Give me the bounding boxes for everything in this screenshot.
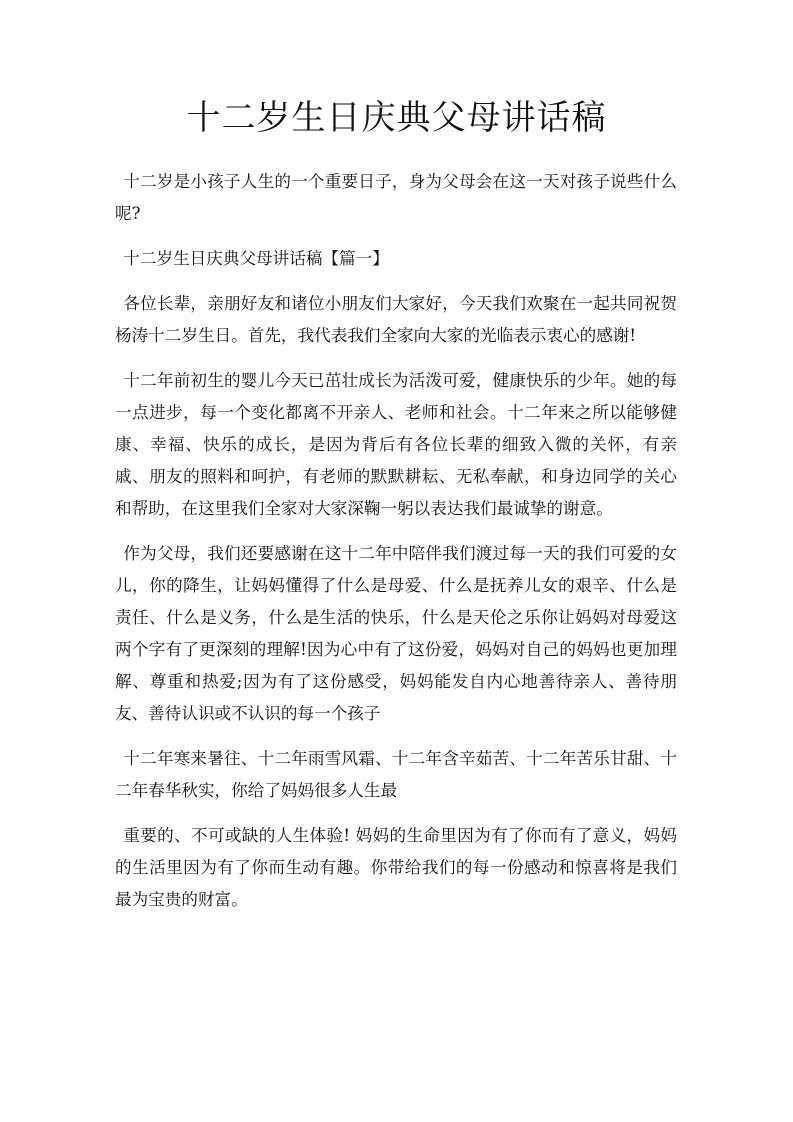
paragraph-growth: 十二年前初生的婴儿今天已茁壮成长为活泼可爱，健康快乐的少年。她的每一点进步，每一个变化都离不开亲人、老师和社会。十二年来之所以能够健康、幸福、快乐的成长，是因为背后有各位长辈的细致入微的关怀，有亲戚、朋友的照料和呵护，有老师的默默耕耘、无私奉献，和身边同学的关心和帮助，在这里我们全家对大家深鞠一躬以表达我们最诚挚的谢意。 bbox=[115, 371, 677, 518]
document-title: 十二岁生日庆典父母讲话稿 bbox=[186, 98, 607, 138]
paragraph-parents: 作为父母，我们还要感谢在这十二年中陪伴我们渡过每一天的我们可爱的女儿，你的降生，让妈妈懂得了什么是母爱、什么是抚养儿女的艰辛、什么是责任、什么是义务，什么是生活的快乐，什么是天伦之乐你让妈妈对母爱这两个字有了更深刻的理解!因为心中有了这份爱，妈妈对自己的妈妈也更加理解、尊重和热爱;因为有了这份感受，妈妈能发自内心地善待亲人、善待朋友、善待认识或不认识的每一个孩子 bbox=[115, 544, 677, 723]
paragraph-twelve-years: 十二年寒来暑往、十二年雨雪风霜、十二年含辛茹苦、十二年苦乐甘甜、十二年春华秋实，你给了妈妈很多人生最 bbox=[115, 749, 677, 800]
paragraph-greeting: 各位长辈，亲朋好友和诸位小朋友们大家好，今天我们欢聚在一起共同祝贺杨涛十二岁生日。首先，我代表我们全家向大家的光临表示衷心的感谢! bbox=[115, 294, 677, 345]
paragraph-intro: 十二岁是小孩子人生的一个重要日子，身为父母会在这一天对孩子说些什么呢? bbox=[115, 172, 677, 223]
paragraph-section-heading: 十二岁生日庆典父母讲话稿【篇一】 bbox=[123, 249, 389, 268]
document-body bbox=[115, 166, 677, 929]
paragraph-experience: 重要的、不可或缺的人生体验! 妈妈的生命里因为有了你而有了意义，妈妈的生活里因为有了你而生动有趣。你带给我们的每一份感动和惊喜将是我们最为宝贵的财富。 bbox=[115, 826, 677, 909]
